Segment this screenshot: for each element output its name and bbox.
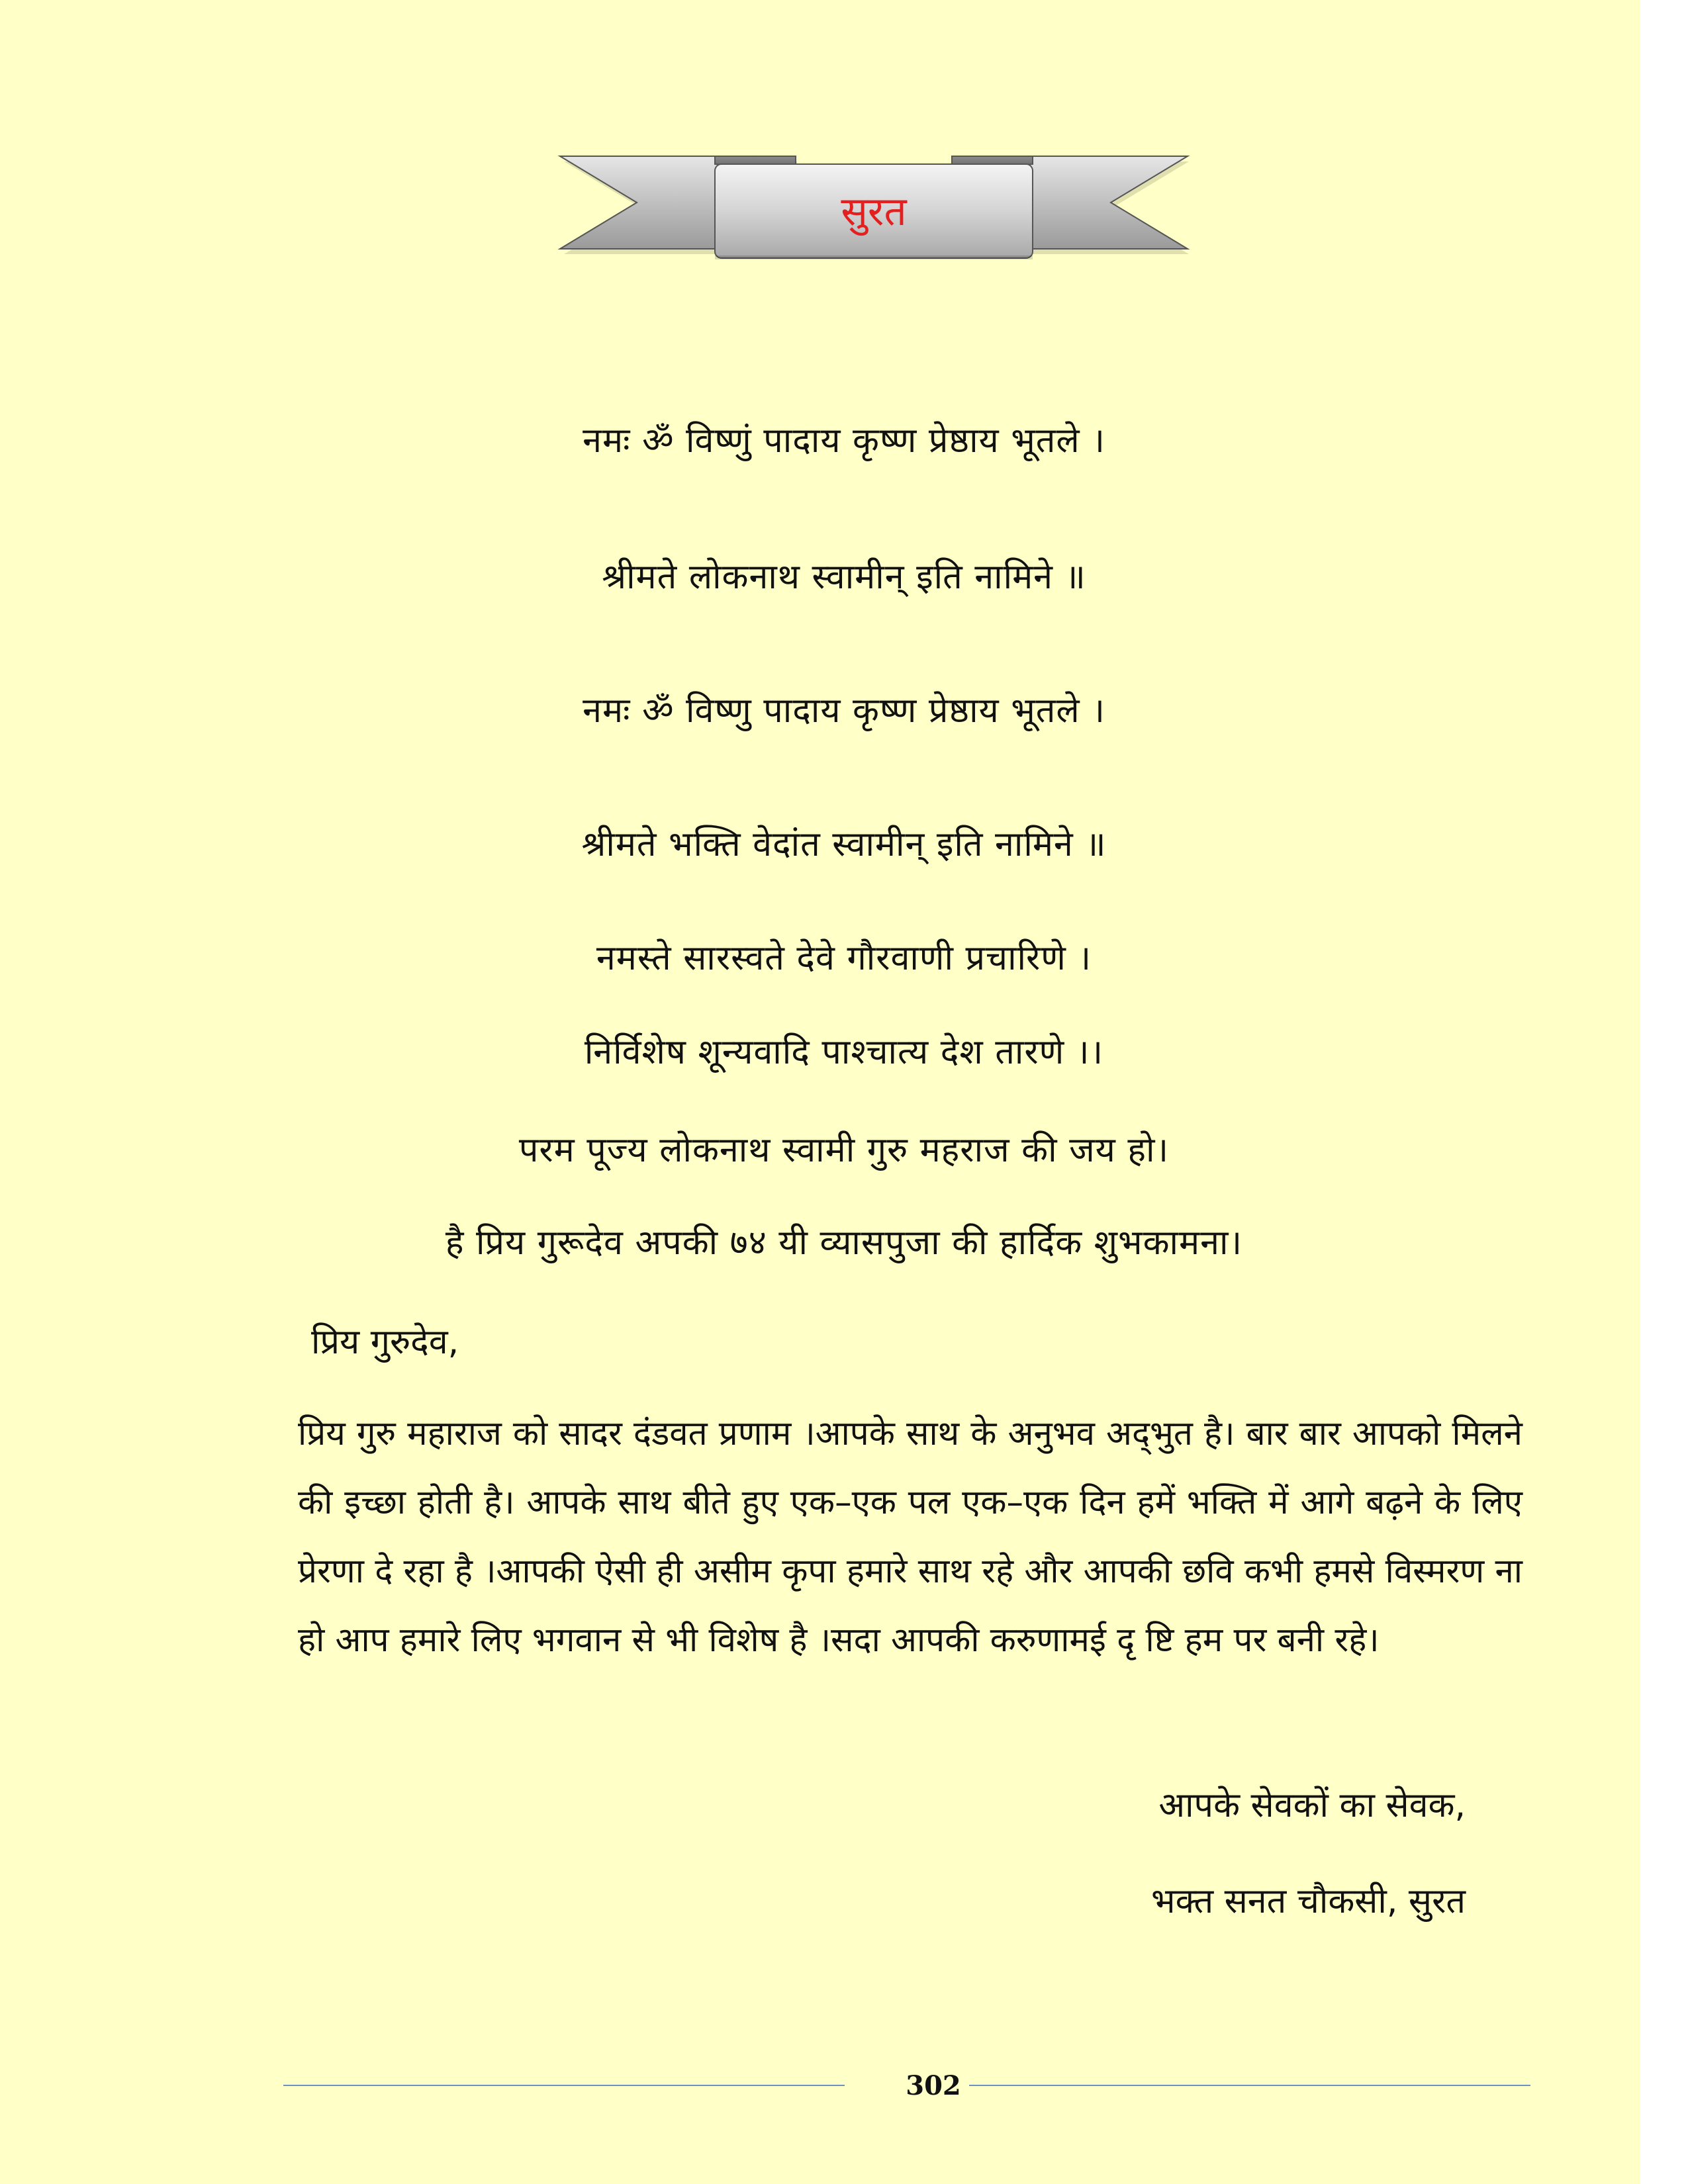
title-ribbon-banner [556, 152, 1192, 271]
verse-line-5: नमस्ते सारस्वते देवे गौरवाणी प्रचारिणे । [596, 938, 1092, 978]
verse-line-1: नमः ॐ विष्णुं पादाय कृष्ण प्रेष्ठाय भूतले । [583, 421, 1105, 461]
closing-line: आपके सेवकों का सेवक, [1158, 1786, 1466, 1825]
page-number: 302 [906, 2070, 961, 2101]
letter-body: प्रिय गुरु महाराज को सादर दंडवत प्रणाम ।आपके साथ के अनुभव अद्‌भुत है। बार बार आपको मिलने की इच्छा होती है। आपके साथ बीते हुए एक–एक पल एक–एक दिन हमें भक्ति में आगे बढ़ने के लिए प्रेरणा दे रहा है ।आपकी ऐसी ही असीम कृपा हमारे साथ रहे और आपकी छवि कभी हमसे विस्मरण ना हो आप हमारे लिए भगवान से भी विशेष है ।सदा आपकी करुणामई दृ ष्टि हम पर बनी रहे। [298, 1414, 1523, 1660]
greeting-line: परम पूज्य लोकनाथ स्वामी गुरु महराज की जय हो। [518, 1130, 1170, 1170]
verse-line-4: श्रीमते भक्ति वेदांत स्वामीन् इति नामिने ॥ [581, 825, 1107, 864]
footer-rule-right [969, 2085, 1530, 2086]
wishes-line: है प्रिय गुरूदेव अपकी ७४ यी व्यासपुजा की हार्दिक शुभकामना। [445, 1223, 1243, 1263]
verse-line-2: श्रीमते लोकनाथ स्वामीन् इति नामिने ॥ [602, 557, 1086, 597]
banner-title: सुरत [841, 189, 907, 235]
verse-line-3: नमः ॐ विष्णु पादाय कृष्ण प्रेष्ठाय भूतले । [583, 691, 1105, 731]
signature: भक्त सनत चौकसी, सुरत [1151, 1882, 1466, 1921]
footer-rule-left [283, 2085, 845, 2086]
salutation: प्रिय गुरुदेव, [311, 1322, 459, 1362]
verse-line-6: निर्विशेष शून्यवादि पाश्चात्य देश तारणे ।। [584, 1032, 1104, 1072]
